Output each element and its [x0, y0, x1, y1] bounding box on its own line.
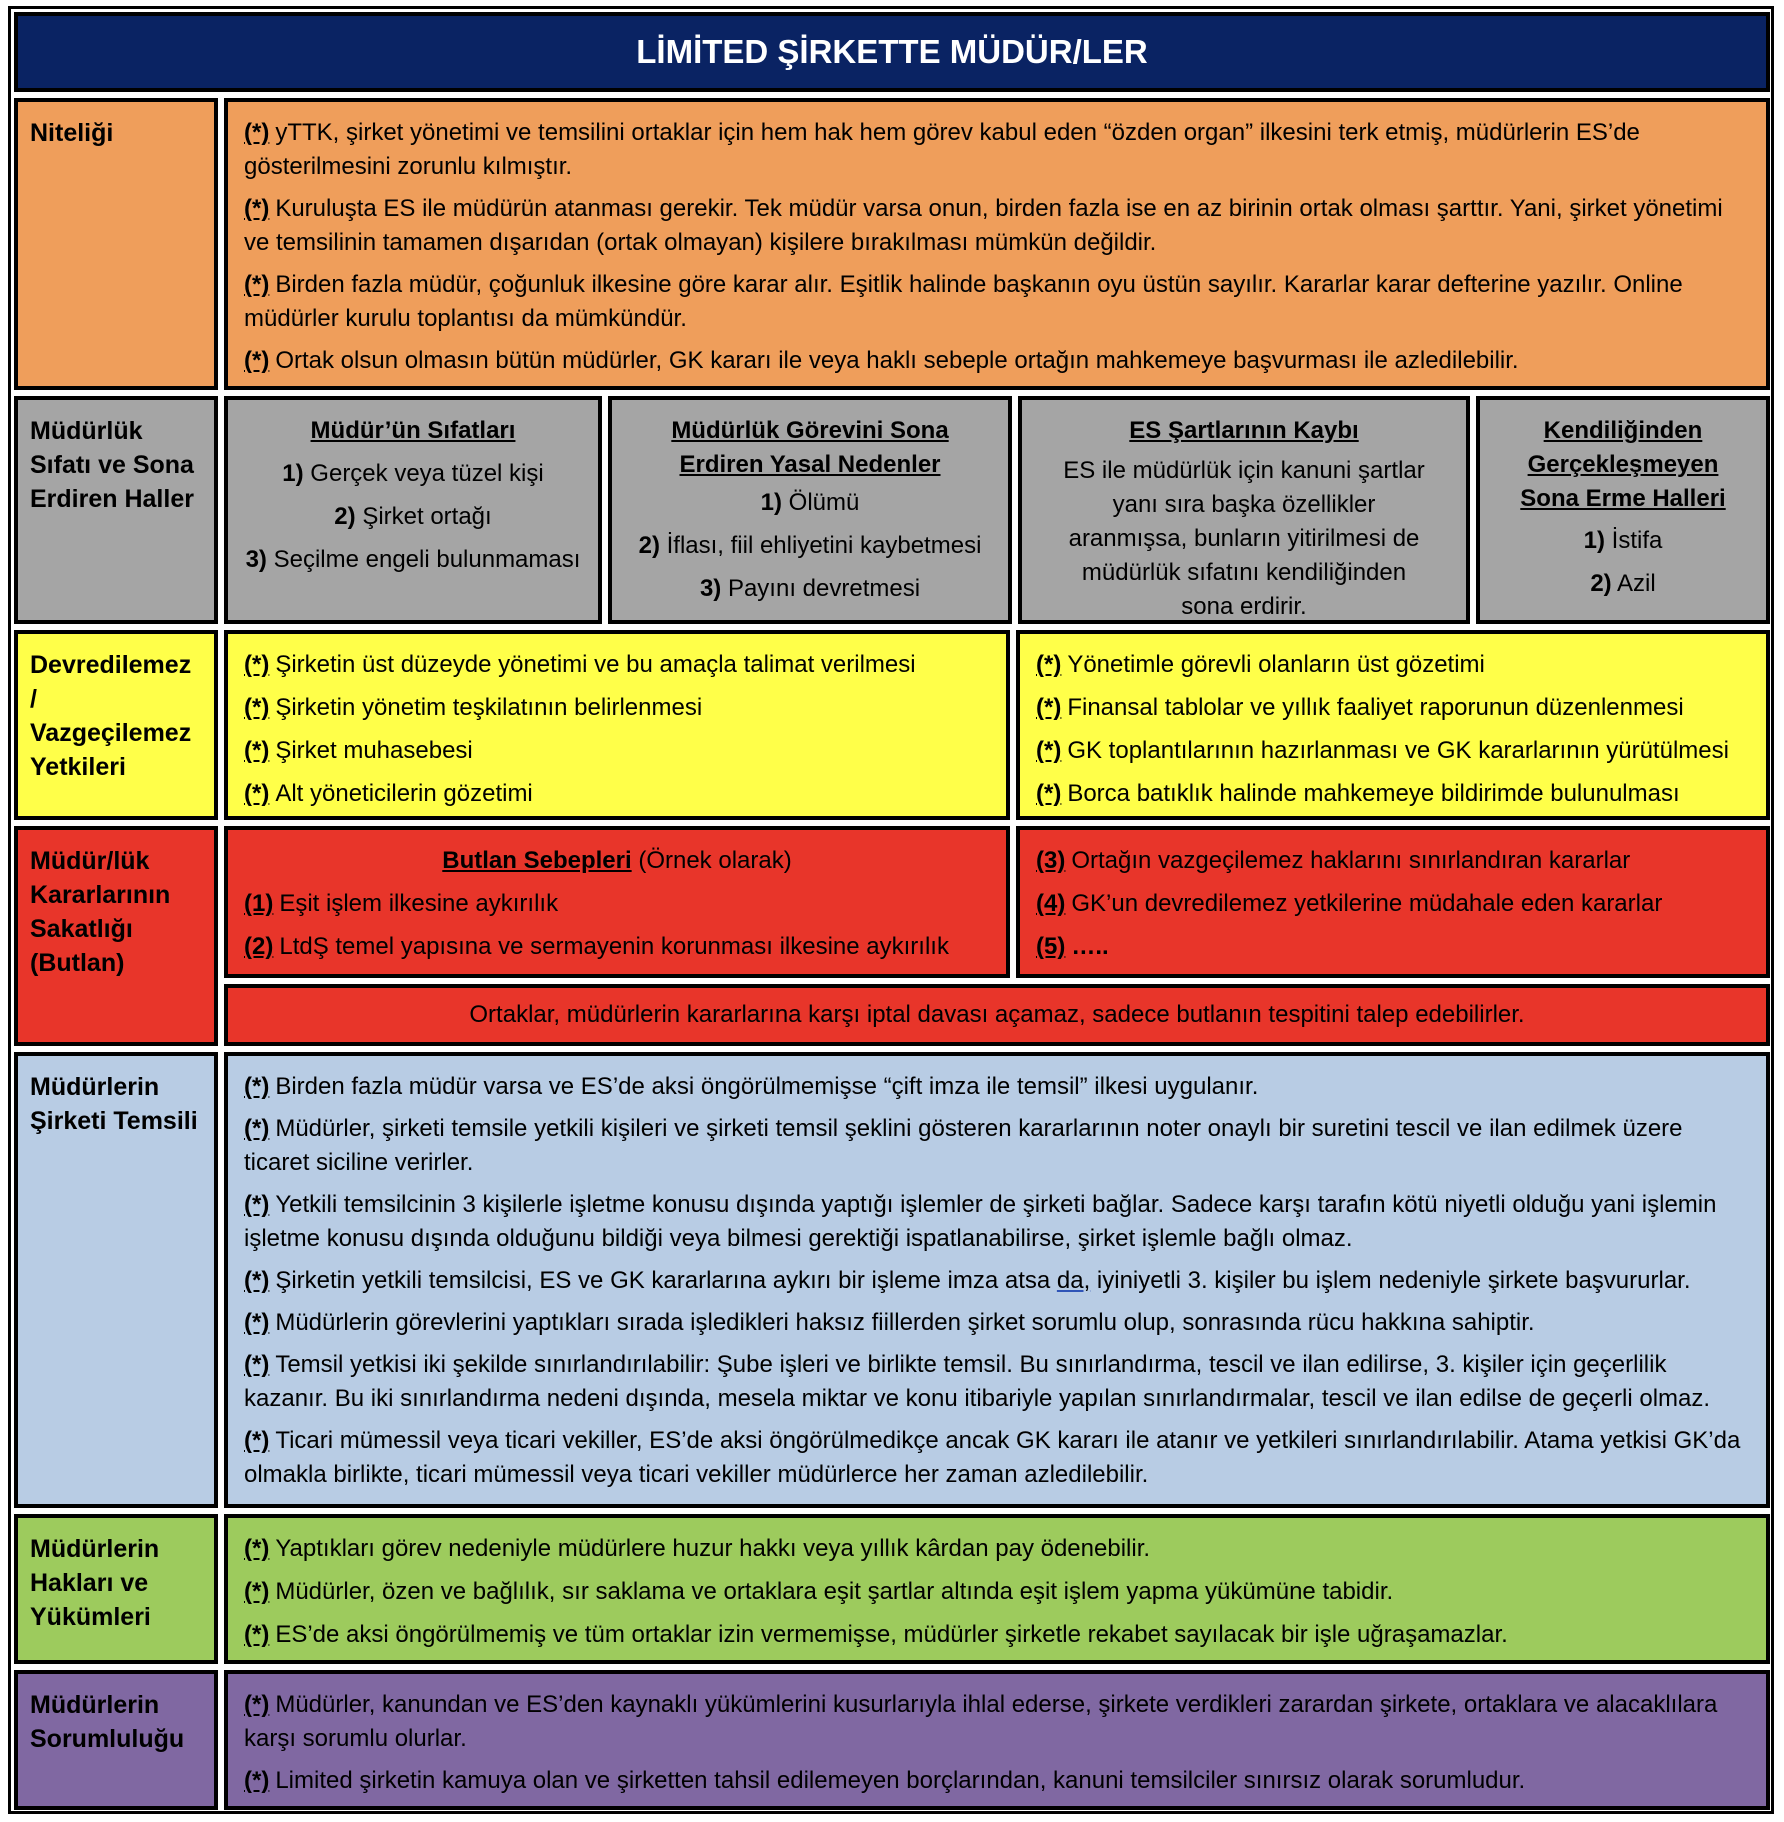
- page-title: [14, 12, 1770, 92]
- haklar-item: [244, 1532, 1750, 1566]
- marker: (*): [244, 1767, 270, 1794]
- temsil-item: [244, 1188, 1750, 1256]
- sifat-col-2-item: [628, 529, 992, 563]
- temsil-item: [244, 1306, 1750, 1340]
- temsil-item-text: Yetkili temsilcinin 3 kişilerle işletme konusu dışında yaptığı işlemler de şirketi bağlar. Sadece karşı tarafın kötü niyetli olduğu yani işlemin işletme konusu dışında olduğunu bildiği veya bilmesi gerektiği ispatlanabilirse, şirket işlemle bağlı olmaz.: [244, 1191, 1717, 1252]
- devredilemez-item: [244, 648, 990, 682]
- temsil-content: [224, 1052, 1770, 1508]
- item-text: GK’un devredilemez yetkilerine müdahale eden kararlar: [1071, 890, 1663, 917]
- marker: (*): [244, 1115, 270, 1142]
- temsil-item: [244, 1112, 1750, 1180]
- temsil-item-text: Birden fazla müdür varsa ve ES’de aksi öngörülmemişse “çift imza ile temsil” ilkesi uygulanır.: [275, 1073, 1259, 1100]
- devredilemez-item-text: Şirketin yönetim teşkilatının belirlenmesi: [275, 694, 703, 721]
- marker: (*): [1036, 780, 1062, 807]
- butlan-item: [1036, 930, 1750, 964]
- temsil-item-text: Temsil yetkisi iki şekilde sınırlandırılabilir: Şube işleri ve birlikte temsil. Bu sınırlandırma, tescil ve ilan edilirse, 3. kişiler için geçerlilik kazanır. Bu iki sınırlandırma nedeni dışında, mesela miktar ve konu itibariyle yapılan sınırlandırmalar, tescil ve ilan edilse de geçerli olmaz.: [244, 1351, 1711, 1412]
- marker: (*): [244, 195, 270, 222]
- sifat-col-2-heading: Müdürlük Görevini Sona Erdiren Yasal Nedenler: [671, 417, 949, 478]
- sorumluluk-item-text: Müdürler, kanundan ve ES’den kaynaklı yükümlerini kusurlarıyla ihlal ederse, şirkete verdikleri zarardan şirkete, ortaklara ve alacaklılara karşı sorumlu olurlar.: [244, 1691, 1718, 1752]
- devredilemez-right: [1016, 630, 1770, 820]
- niteligi-item-text: yTTK, şirket yönetimi ve temsilini ortaklar için hem hak hem görev kabul eden “özden organ” ilkesini terk etmiş, müdürlerin ES’de gösterilmesini zorunlu kılmıştır.: [244, 119, 1640, 180]
- sifat-col-2: [608, 396, 1012, 624]
- devredilemez-item-text: GK toplantılarının hazırlanması ve GK kararlarının yürütülmesi: [1067, 737, 1729, 764]
- marker: (*): [244, 271, 270, 298]
- temsil-item-link-word: da,: [1056, 1267, 1091, 1294]
- sifat-col-4-heading: Kendiliğinden Gerçekleşmeyen Sona Erme Halleri: [1520, 417, 1726, 512]
- marker: (*): [244, 737, 270, 764]
- marker: (*): [244, 347, 270, 374]
- marker: (*): [1036, 651, 1062, 678]
- sifat-col-1: [224, 396, 602, 624]
- item-number: (5): [1036, 933, 1066, 960]
- haklar-label-text: Müdürlerin Hakları ve Yükümleri: [30, 1535, 160, 1631]
- devredilemez-item: [1036, 648, 1750, 682]
- devredilemez-left: [224, 630, 1010, 820]
- item-number: 2): [638, 532, 660, 559]
- item-number: 2): [334, 503, 356, 530]
- devredilemez-item-text: Borca batıklık halinde mahkemeye bildirimde bulunulması: [1067, 780, 1680, 807]
- temsil-item: [244, 1264, 1750, 1298]
- sorumluluk-item-text: Limited şirketin kamuya olan ve şirketten tahsil edilemeyen borçlarından, kanuni temsilciler sınırsız olarak sorumludur.: [275, 1767, 1526, 1794]
- temsil-item-text: Ticari mümessil veya ticari vekiller, ES’de aksi öngörülmedikçe ancak GK kararı ile atanır ve yetkileri sınırlandırılabilir. Atama yetkisi GK’da olmakla birlikte, ticari mümessil veya ticari vekiller müdürlerce her zaman azledilebilir.: [244, 1427, 1741, 1488]
- item-number: (3): [1036, 847, 1066, 874]
- sifat-col-4-item: [1496, 524, 1750, 558]
- niteligi-item-2: [244, 192, 1750, 260]
- item-text: Ölümü: [788, 489, 860, 516]
- haklar-item-text: Yaptıkları görev nedeniyle müdürlere huzur hakkı veya yıllık kârdan pay ödenebilir.: [275, 1535, 1151, 1562]
- item-text: Şirket ortağı: [362, 503, 492, 530]
- item-text: İflası, fiil ehliyetini kaybetmesi: [666, 532, 982, 559]
- butlan-note-text: Ortaklar, müdürlerin kararlarına karşı iptal davası açamaz, sadece butlanın tespitini talep edebilirler.: [469, 1001, 1525, 1028]
- haklar-item-text: Müdürler, özen ve bağlılık, sır saklama ve ortaklara eşit şartlar altında eşit işlem yapma yükümüne tabidir.: [275, 1578, 1394, 1605]
- butlan-heading: [244, 844, 990, 878]
- item-text: LtdŞ temel yapısına ve sermayenin korunması ilkesine aykırılık: [279, 933, 949, 960]
- marker: (*): [1036, 694, 1062, 721]
- temsil-item: [244, 1070, 1750, 1104]
- sifat-col-3: [1018, 396, 1470, 624]
- niteligi-label-text: Niteliği: [30, 119, 114, 147]
- item-number: 3): [699, 575, 722, 602]
- sifat-col-1-item: [244, 543, 582, 577]
- butlan-left: [224, 826, 1010, 978]
- sifat-col-4-item: [1496, 567, 1750, 601]
- sifat-col-1-item: [244, 457, 582, 491]
- item-text: Azil: [1617, 570, 1656, 597]
- butlan-item: [1036, 887, 1750, 921]
- haklar-content: [224, 1514, 1770, 1664]
- devredilemez-item: [244, 691, 990, 725]
- marker: (*): [244, 119, 270, 146]
- sifat-label-text: Müdürlük Sıfatı ve Sona Erdiren Haller: [30, 417, 194, 513]
- butlan-note: [224, 984, 1770, 1046]
- devredilemez-label: [14, 630, 218, 820]
- devredilemez-item-text: Şirketin üst düzeyde yönetimi ve bu amaçla talimat verilmesi: [275, 651, 916, 678]
- temsil-item: [244, 1424, 1750, 1492]
- item-number: (2): [244, 933, 274, 960]
- item-number: 1): [282, 460, 304, 487]
- temsil-item-text: iyiniyetli 3. kişiler bu işlem nedeniyle şirkete başvururlar.: [1090, 1267, 1691, 1294]
- sorumluluk-content: [224, 1670, 1770, 1810]
- sorumluluk-item: [244, 1688, 1750, 1756]
- niteligi-item-4: [244, 344, 1750, 378]
- marker: (*): [1036, 737, 1062, 764]
- niteligi-item-3: [244, 268, 1750, 336]
- item-text: Payını devretmesi: [727, 575, 921, 602]
- butlan-label: [14, 826, 218, 1046]
- sifat-col-3-text: ES ile müdürlük için kanuni şartlar yanı sıra başka özellikler aranmışsa, bunların yitirilmesi de müdürlük sıfatını kendiliğinden sona erdirir.: [1063, 457, 1425, 620]
- sifat-col-2-item: [628, 486, 992, 520]
- temsil-item: [244, 1348, 1750, 1416]
- temsil-item-text: Şirketin yetkili temsilcisi, ES ve GK kararlarına aykırı bir işleme imza atsa: [275, 1267, 1057, 1294]
- item-number: (4): [1036, 890, 1066, 917]
- item-number: 1): [760, 489, 782, 516]
- sorumluluk-item: [244, 1764, 1750, 1798]
- sifat-col-4: [1476, 396, 1770, 624]
- niteligi-item-text: Ortak olsun olmasın bütün müdürler, GK kararı ile veya haklı sebeple ortağın mahkemeye başvurması ile azledilebilir.: [275, 347, 1519, 374]
- marker: (*): [244, 780, 270, 807]
- niteligi-item-text: Birden fazla müdür, çoğunluk ilkesine göre karar alır. Eşitlik halinde başkanın oyu üstün sayılır. Kararlar karar defterine yazılır. Online müdürler kurulu toplantısı da mümkündür.: [244, 271, 1683, 332]
- item-number: 3): [245, 546, 267, 573]
- marker: (*): [244, 1351, 270, 1378]
- marker: (*): [244, 1191, 270, 1218]
- devredilemez-item: [244, 777, 990, 811]
- devredilemez-item: [1036, 691, 1750, 725]
- item-number: (1): [244, 890, 274, 917]
- marker: (*): [244, 694, 270, 721]
- temsil-label: [14, 1052, 218, 1508]
- butlan-item: [244, 887, 990, 921]
- butlan-heading-note: (Örnek olarak): [638, 847, 792, 874]
- butlan-label-text: Müdür/lük Kararlarının Sakatlığı (Butlan): [30, 847, 171, 977]
- haklar-item: [244, 1618, 1750, 1652]
- sifat-col-3-heading: ES Şartlarının Kaybı: [1129, 417, 1359, 444]
- marker: (*): [244, 1535, 270, 1562]
- devredilemez-item-text: Yönetimle görevli olanların üst gözetimi: [1067, 651, 1485, 678]
- marker: (*): [244, 651, 270, 678]
- sorumluluk-label-text: Müdürlerin Sorumluluğu: [30, 1691, 185, 1753]
- butlan-heading-text: Butlan Sebepleri: [442, 847, 632, 874]
- item-text: Gerçek veya tüzel kişi: [310, 460, 544, 487]
- butlan-right: [1016, 826, 1770, 978]
- marker: (*): [244, 1691, 270, 1718]
- sifat-col-2-item: [628, 572, 992, 606]
- temsil-item-text: Müdürlerin görevlerini yaptıkları sırada işledikleri haksız fiillerden şirket sorumlu olup, sonrasında rücu hakkına sahiptir.: [275, 1309, 1535, 1336]
- marker: (*): [244, 1621, 270, 1648]
- marker: (*): [244, 1267, 270, 1294]
- item-text: Seçilme engeli bulunmaması: [273, 546, 581, 573]
- niteligi-item-1: [244, 116, 1750, 184]
- devredilemez-item: [1036, 777, 1750, 811]
- item-text: İstifa: [1611, 527, 1663, 554]
- temsil-item-text: Müdürler, şirketi temsile yetkili kişileri ve şirketi temsil şeklini gösteren kararlarının noter onaylı bir suretini tescil ve ilan edilmek üzere ticaret siciline verirler.: [244, 1115, 1683, 1176]
- sifat-col-1-heading: Müdür’ün Sıfatları: [310, 417, 516, 444]
- item-number: 1): [1583, 527, 1605, 554]
- haklar-label: [14, 1514, 218, 1664]
- butlan-item: [1036, 844, 1750, 878]
- butlan-item: [244, 930, 990, 964]
- niteligi-item-text: Kuruluşta ES ile müdürün atanması gerekir. Tek müdür varsa onun, birden fazla ise en az birinin ortak olması şarttır. Yani, şirket yönetimi ve temsilinin tamamen dışarıdan (ortak olmayan) kişilere bırakılması mümkün değildir.: [244, 195, 1723, 256]
- devredilemez-label-text: Devredilemez / Vazgeçilemez Yetkileri: [30, 651, 192, 781]
- item-text: Eşit işlem ilkesine aykırılık: [279, 890, 559, 917]
- devredilemez-item: [1036, 734, 1750, 768]
- marker: (*): [244, 1578, 270, 1605]
- item-text: Ortağın vazgeçilemez haklarını sınırlandıran kararlar: [1071, 847, 1631, 874]
- item-number: 2): [1590, 570, 1612, 597]
- marker: (*): [244, 1073, 270, 1100]
- devredilemez-item-text: Finansal tablolar ve yıllık faaliyet raporunun düzenlenmesi: [1067, 694, 1684, 721]
- devredilemez-item-text: Şirket muhasebesi: [275, 737, 473, 764]
- marker: (*): [244, 1309, 270, 1336]
- temsil-label-text: Müdürlerin Şirketi Temsili: [30, 1073, 198, 1135]
- sifat-label: [14, 396, 218, 624]
- niteligi-content: [224, 98, 1770, 390]
- page-title-text: LİMİTED ŞİRKETTE MÜDÜR/LER: [636, 33, 1148, 70]
- devredilemez-item: [244, 734, 990, 768]
- marker: (*): [244, 1427, 270, 1454]
- sifat-col-1-item: [244, 500, 582, 534]
- devredilemez-item-text: Alt yöneticilerin gözetimi: [275, 780, 533, 807]
- niteligi-label: [14, 98, 218, 390]
- item-text: …..: [1071, 933, 1109, 960]
- sorumluluk-label: [14, 1670, 218, 1810]
- haklar-item-text: ES’de aksi öngörülmemiş ve tüm ortaklar izin vermemişse, müdürler şirketle rekabet sayılacak bir işle uğraşamazlar.: [275, 1621, 1508, 1648]
- haklar-item: [244, 1575, 1750, 1609]
